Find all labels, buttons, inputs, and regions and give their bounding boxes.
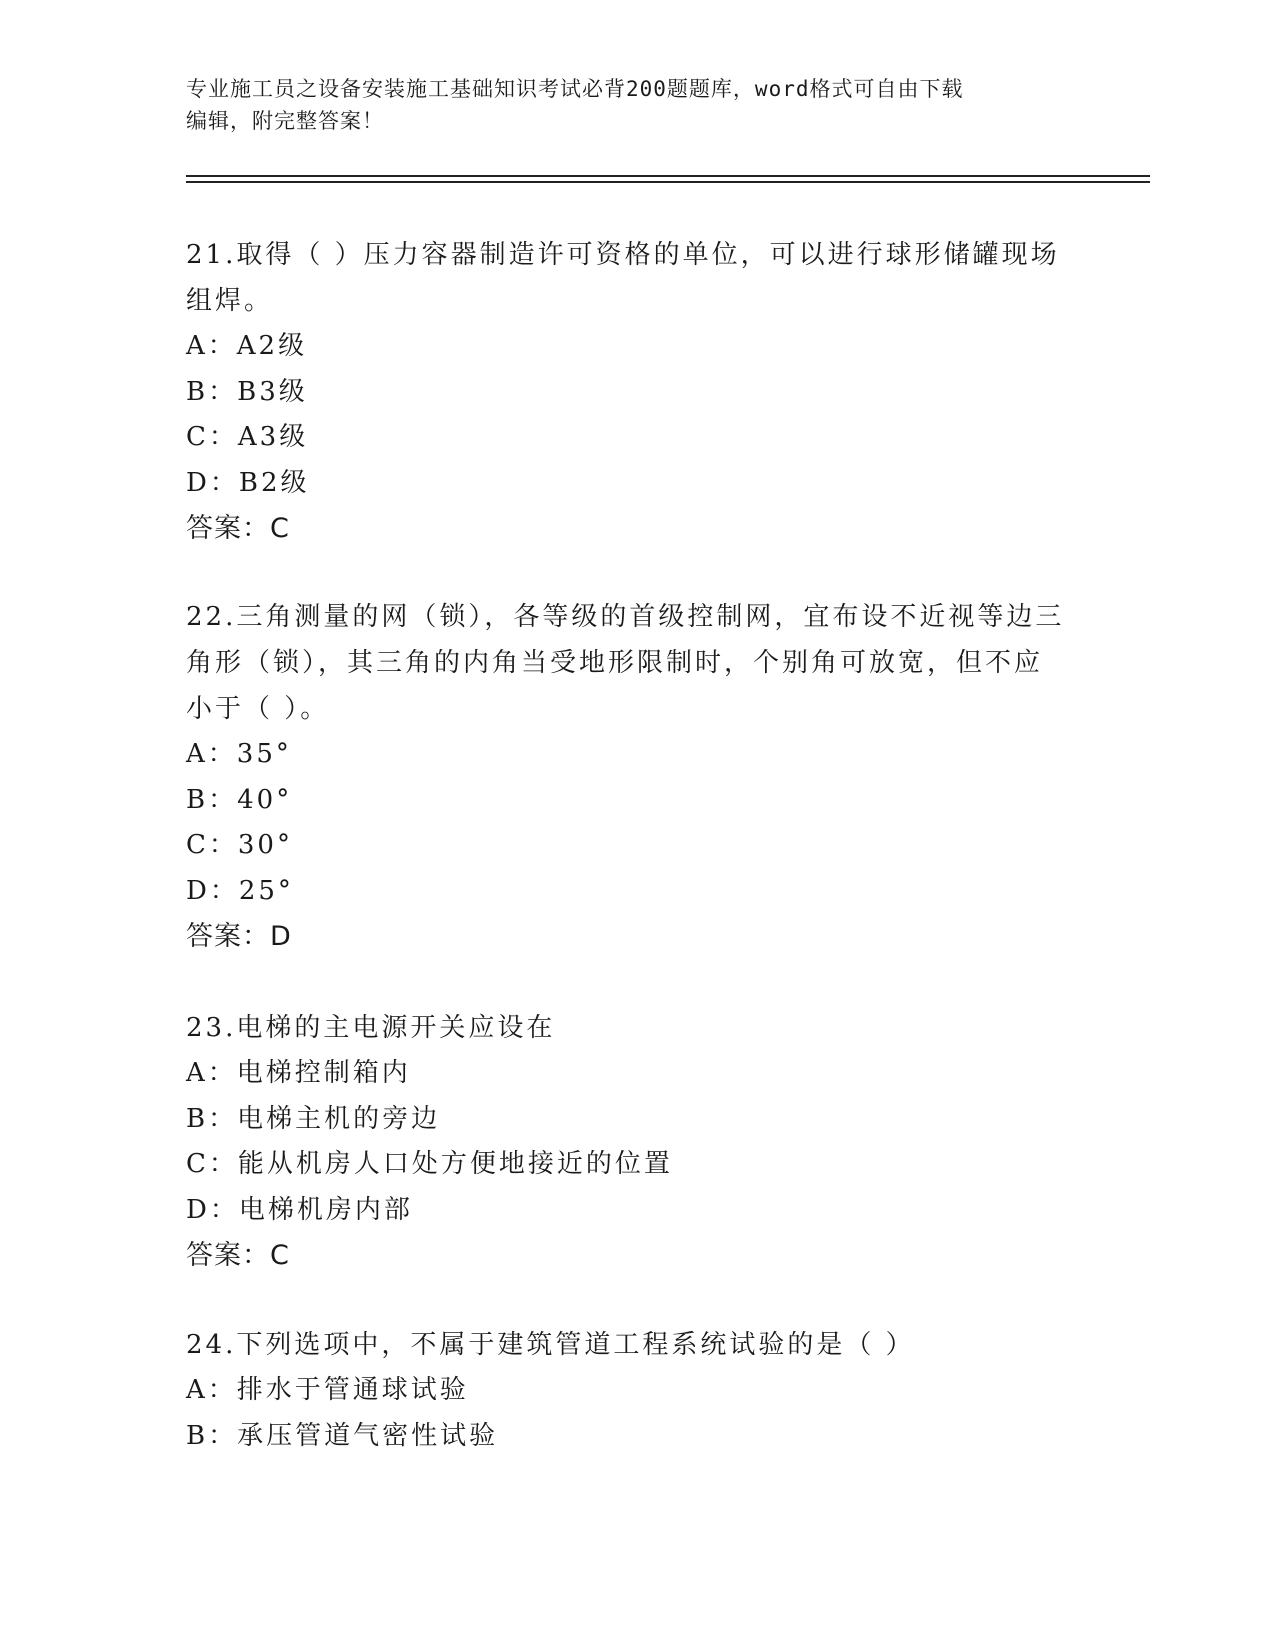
option-b: B：承压管道气密性试验: [186, 1420, 499, 1451]
question-stem: [186, 1005, 1086, 1051]
option-d: D：B2级: [186, 467, 310, 498]
question-stem: [186, 232, 1086, 324]
question-stem-line: 角形（锁），其三角的内角当受地形限制时，个别角可放宽，但不应: [186, 648, 1044, 678]
question-stem-line: 24.下列选项中，不属于建筑管道工程系统试验的是（ ）: [186, 1330, 915, 1360]
header-line-2: 编辑，附完整答案！: [186, 109, 384, 133]
answer: 答案：C: [186, 513, 290, 544]
option-d: D：25°: [186, 875, 294, 906]
option-c: C：能从机房人口处方便地接近的位置: [186, 1149, 673, 1179]
question-stem-line: 22.三角测量的网（锁），各等级的首级控制网，宜布设不近视等边三: [186, 602, 1065, 632]
header-line-1: 专业施工员之设备安装施工基础知识考试必背200题题库，word格式可自由下载: [186, 77, 964, 101]
question-stem-line: 21.取得（ ）压力容器制造许可资格的单位，可以进行球形储罐现场: [186, 240, 1060, 270]
option-d: D：电梯机房内部: [186, 1194, 413, 1225]
option-c: C：30°: [186, 830, 293, 860]
option-a: A：排水于管通球试验: [186, 1375, 469, 1405]
option-b: B：电梯主机的旁边: [186, 1103, 441, 1134]
question-21: [186, 232, 1086, 552]
answer: 答案：C: [186, 1240, 290, 1271]
answer: 答案：D: [186, 921, 292, 952]
option-b: B：40°: [186, 784, 293, 815]
question-23: [186, 1005, 1086, 1279]
header-divider-bottom: [186, 181, 1150, 183]
question-22: [186, 594, 1086, 960]
question-stem: [186, 594, 1086, 732]
option-c: C：A3级: [186, 422, 309, 452]
option-a: A：电梯控制箱内: [186, 1058, 411, 1088]
header-divider-top: [186, 175, 1150, 177]
document-header: [186, 73, 1086, 137]
option-a: A：A2级: [186, 331, 308, 361]
question-24: [186, 1322, 1086, 1459]
question-stem-line: 23.电梯的主电源开关应设在: [186, 1013, 556, 1043]
option-a: A：35°: [186, 739, 292, 769]
option-b: B：B3级: [186, 376, 308, 407]
question-stem-line: 组焊。: [186, 286, 274, 316]
question-stem: [186, 1322, 1086, 1368]
question-stem-line: 小于（ ）。: [186, 694, 330, 724]
